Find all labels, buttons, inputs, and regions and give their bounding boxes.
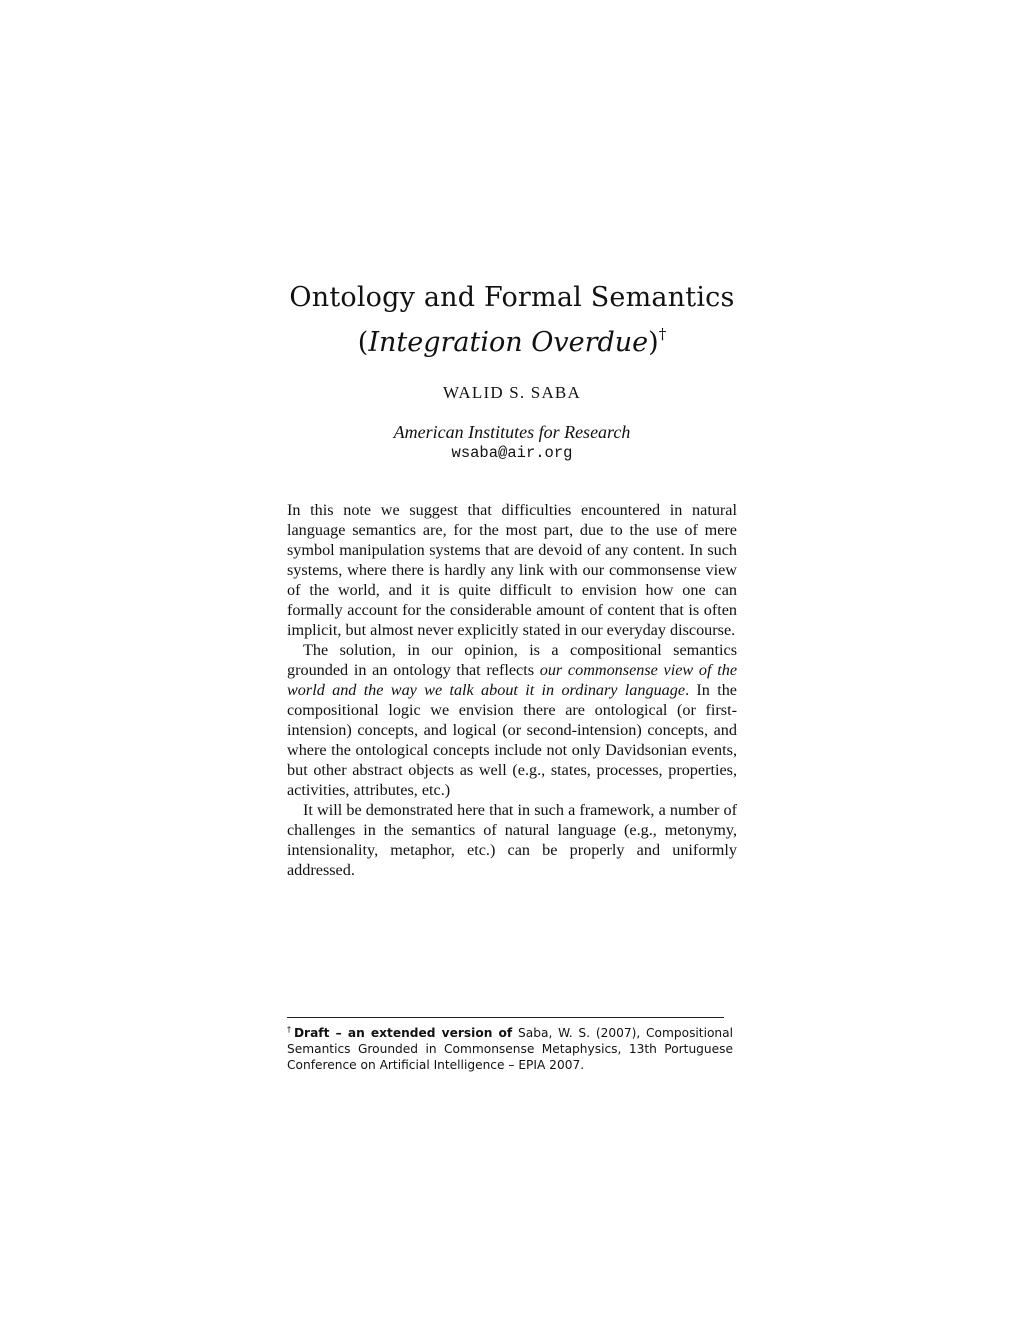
abstract (287, 500, 737, 880)
subtitle-open-paren: ( (357, 327, 369, 358)
abstract-paragraph-1: In this note we suggest that difficulties encountered in natural language semantics are, for the most part, due to the use of mere symbol manipulation systems that are devoid of any content. In such systems, where there is hardly any link with our commonsense view of the world, and it is quite difficult to envision how one can formally account for the considerable amount of content that is often implicit, but almost never explicitly stated in our everyday discourse. (287, 501, 737, 639)
footnote-text: Saba, W. S. (2007), Compositional Semantics Grounded in Commonsense Metaphysics, 13th Portuguese Conference on Artificial Intelligence – EPIA 2007. (287, 1026, 734, 1072)
footnote-bold-lead: Draft – an extended version of (293, 1026, 513, 1040)
author-affiliation: American Institutes for Research (393, 422, 631, 442)
abstract-paragraph-3: It will be demonstrated here that in such a framework, a number of challenges in the semantics of natural language (e.g., metonymy, intensionality, metaphor, etc.) can be properly and uniformly addressed. (287, 801, 737, 879)
footnote-rule (287, 1017, 724, 1018)
abstract-paragraph-2 (287, 640, 737, 800)
title-block (0, 280, 1024, 361)
subtitle-close-paren: ) (648, 327, 659, 358)
title-footnote-mark: † (658, 325, 667, 343)
author-email: wsaba@air.org (451, 444, 573, 462)
footnote (287, 1022, 733, 1073)
abstract-p2-emphasis: our commonsense view of the world and the way we talk about it in ordinary language (287, 661, 737, 699)
footnote-mark: † (287, 1025, 293, 1034)
abstract-p2-text-a: The solution, in our opinion, is a compositional semantics grounded in an ontology that reflects (287, 641, 737, 679)
abstract-p2-text-b: . In the compositional logic we envision there are ontological (or first-intension) concepts, and logical (or second-intension) concepts, and where the ontological concepts include not only Davidsonian events, but other abstract objects as well (e.g., states, processes, properties, activities, attributes, etc.) (287, 681, 737, 799)
subtitle-italic: Integration Overdue (368, 327, 649, 358)
paper-title: Ontology and Formal Semantics (289, 282, 735, 313)
paper-subtitle (0, 316, 1024, 361)
author-name: WALID S. SABA (443, 383, 581, 402)
